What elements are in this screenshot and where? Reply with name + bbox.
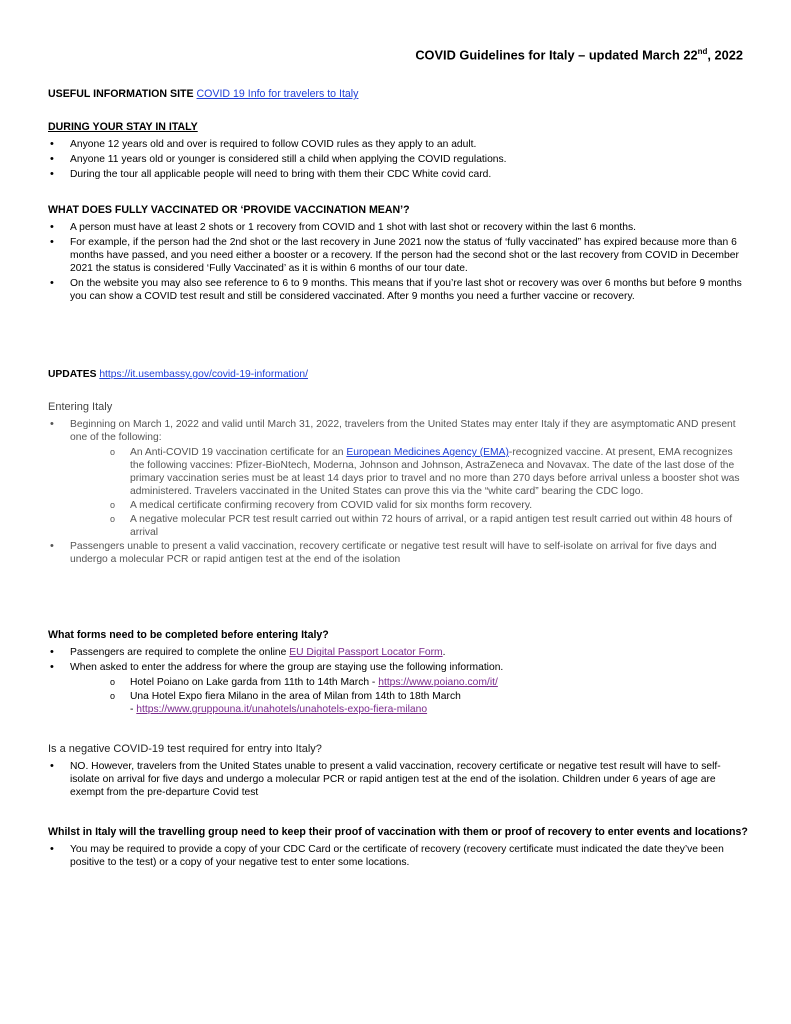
test-list (48, 760, 748, 799)
test-heading: Is a negative COVID-19 test required for entry into Italy? (48, 743, 322, 755)
vaccination-list (48, 221, 748, 303)
proof-list (48, 843, 748, 869)
usembassy-link[interactable]: https://it.usembassy.gov/covid-19-information/ (99, 369, 309, 380)
poiano-link[interactable]: https://www.poiano.com/it/ (378, 677, 498, 688)
hotel-text: Una Hotel Expo fiera Milano in the area of Milan from 14th to 18th March (130, 691, 461, 702)
title-year: , 2022 (707, 47, 743, 63)
sub-item-text: -recognized vaccine. At present, EMA recognizes the following vaccines: Pfizer-BioNtech, Moderna, Johnson and Johnson, AstraZeneca and Novavax. The date of the last dose of the primary vaccination series must be at least 14 days prior to travel and no more than 270 days before arrival unless a booster shot was administered. Travelers vaccinated in the United States can prove this via the “white card” bearing the CDC logo. (130, 447, 740, 497)
list-item: • You may be required to provide a copy of your CDC Card or the certificate of recovery (recovery certificate must indicated the date they’ve been positive to the test) or a copy of your negative test to enter some locations. (48, 843, 748, 869)
forms-list (48, 646, 748, 716)
list-item: • NO. However, travelers from the United States unable to present a valid vaccination, recovery certificate or negative test result will have to self-isolate on arrival for five days and undergo a molecular PCR or rapid antigen test at the end of the isolation. Children under 6 years of age are exempt from the pre-departure Covid test (48, 760, 748, 799)
updates-line (48, 368, 748, 381)
list-item (48, 646, 748, 659)
entering-heading: Entering Italy (48, 401, 113, 413)
updates-label: UPDATES (48, 369, 97, 380)
page-title (415, 47, 743, 62)
list-item: • Anyone 12 years old and over is required to follow COVID rules as they apply to an adult. (48, 138, 748, 151)
title-superscript: nd (697, 47, 708, 56)
item-text: Passengers are required to complete the online (70, 647, 290, 658)
useful-info-label: USEFUL INFORMATION SITE (48, 88, 194, 100)
list-item: o A medical certificate confirming recovery from COVID valid for six months form recovery. (48, 499, 748, 512)
covid-info-link[interactable]: COVID 19 Info for travelers to Italy (196, 88, 359, 100)
gruppouna-link[interactable]: https://www.gruppouna.it/unahotels/unahotels-expo-fiera-milano (136, 704, 428, 715)
useful-info-line (48, 88, 358, 100)
list-item: • For example, if the person had the 2nd shot or the last recovery in June 2021 now the status of ‘fully vaccinated” has expired because more than 6 months have passed, and you need either a booster or a recovery. If the person had the second shot or the last recovery from COVID in December 2021 the status is considered ‘Fully Vaccinated’ as it is within 6 months of our tour date. (48, 236, 748, 275)
hotel-dash: - (130, 704, 137, 715)
list-item (48, 676, 748, 689)
stay-section (48, 121, 748, 183)
entering-list (48, 418, 748, 566)
list-item: • When asked to enter the address for where the group are staying use the following information. (48, 661, 748, 674)
ema-link[interactable]: European Medicines Agency (EMA) (346, 447, 509, 458)
proof-section (48, 826, 748, 871)
list-item (48, 690, 748, 716)
list-item: • On the website you may also see reference to 6 to 9 months. This means that if you’re last shot or recovery was over 6 months but before 9 months you can show a COVID test result and still be considered vaccinated. After 9 months you need a further vaccine or recovery. (48, 277, 748, 303)
item-text: . (442, 647, 446, 658)
forms-heading: What forms need to be completed before entering Italy? (48, 629, 329, 641)
list-item: o A negative molecular PCR test result carried out within 72 hours of arrival, or a rapid antigen test result carried out within 48 hours of arrival (48, 513, 748, 539)
list-item (48, 446, 748, 498)
list-item: • A person must have at least 2 shots or 1 recovery from COVID and 1 shot with last shot or recovery within the last 6 months. (48, 221, 748, 234)
list-item: • Anyone 11 years old or younger is considered still a child when applying the COVID regulations. (48, 153, 748, 166)
hotel-text: Hotel Poiano on Lake garda from 11th to 14th March - (130, 677, 379, 688)
stay-heading: DURING YOUR STAY IN ITALY (48, 121, 198, 133)
vaccination-section (48, 204, 748, 305)
stay-list (48, 138, 748, 181)
title-text: COVID Guidelines for Italy – updated March 22 (415, 47, 698, 63)
list-item: • Beginning on March 1, 2022 and valid until March 31, 2022, travelers from the United States may enter Italy if they are asymptomatic AND present one of the following: (48, 418, 748, 444)
list-item: • During the tour all applicable people will need to bring with them their CDC White covid card. (48, 168, 748, 181)
sub-item-text: An Anti-COVID 19 vaccination certificate for an (130, 447, 347, 458)
list-item: • Passengers unable to present a valid vaccination, recovery certificate or negative test result will have to self-isolate on arrival for five days and undergo a molecular PCR or rapid antigen test at the end of the isolation (48, 540, 748, 566)
test-section (48, 743, 748, 801)
entering-section (48, 401, 748, 568)
proof-heading: Whilst in Italy will the travelling group need to keep their proof of vaccination with them or proof of recovery to enter events and locations? (48, 826, 748, 838)
forms-section (48, 629, 748, 717)
passport-locator-link[interactable]: EU Digital Passport Locator Form (289, 647, 443, 658)
vaccination-heading: WHAT DOES FULLY VACCINATED OR ‘PROVIDE VACCINATION MEAN’? (48, 204, 410, 216)
